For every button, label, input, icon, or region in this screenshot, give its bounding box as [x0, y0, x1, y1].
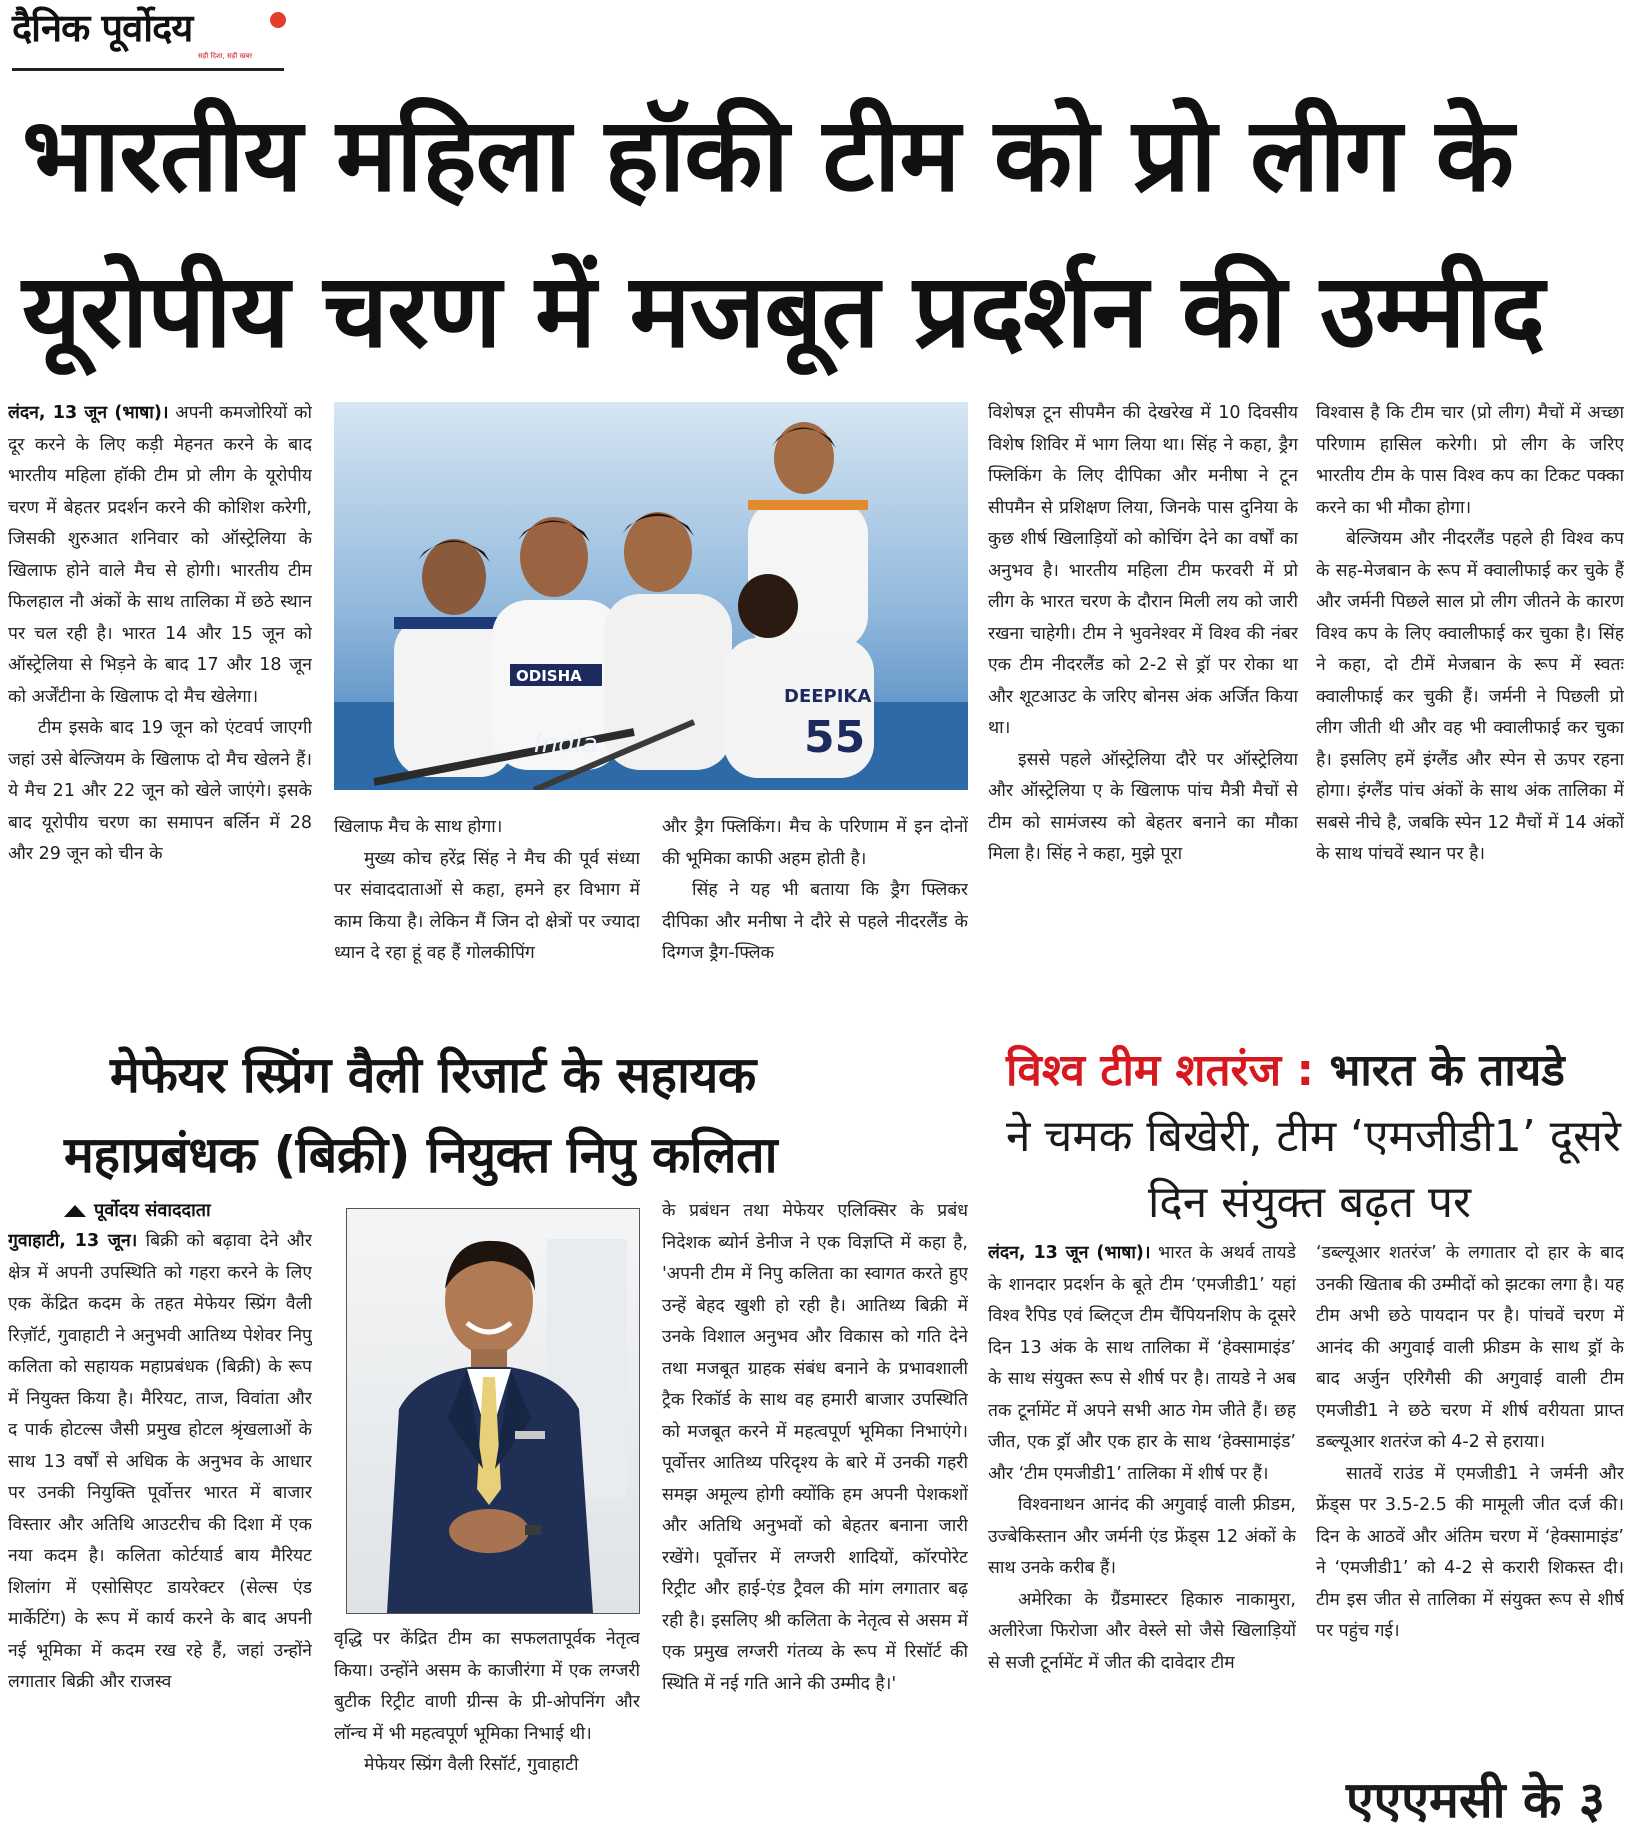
masthead-tagline: सही दिशा, सही खबर: [198, 52, 253, 60]
next-story-teaser: एएएमसी के ३: [1346, 1771, 1605, 1824]
main-headline-line1: भारतीय महिला हॉकी टीम को प्रो लीग के: [22, 96, 1513, 215]
story3-headline-kicker: विश्व टीम शतरंज :: [1006, 1045, 1315, 1096]
jersey-number-text: 55: [804, 712, 866, 763]
masthead-title: दैनिक पूर्वोदय: [12, 6, 193, 50]
story3-paragraph: [988, 1238, 1296, 1490]
main-story-paragraph: इससे पहले ऑस्ट्रेलिया दौरे पर ऑस्ट्रेलिया और ऑस्ट्रेलिया ए के खिलाफ पांच मैत्री मैचों से टीम को सामंजस्य को बेहतर बनाने का मौका मिला है। सिंह ने कहा, मुझे पूरा: [988, 749, 1298, 864]
story2-headline-line1: मेफेयर स्प्रिंग वैली रिजार्ट के सहायक: [110, 1046, 756, 1104]
story3-paragraph: विश्वनाथन आनंद की अगुवाई वाली फ्रीडम, उज्बेकिस्तान और जर्मनी एंड फ्रेंड्स 12 अंकों के साथ उनके करीब हैं।: [988, 1495, 1296, 1578]
story3-dateline: लंदन, 13 जून (भाषा)।: [988, 1243, 1151, 1263]
story3-headline-line1: [1006, 1042, 1565, 1100]
story2-byline-text: पूर्वोदय संवाददाता: [94, 1200, 211, 1221]
main-story-column-2: [334, 812, 640, 1002]
story3-headline-line3: दिन संयुक्त बढ़त पर: [1148, 1177, 1472, 1228]
story3-paragraph: अमेरिका के ग्रैंडमास्टर हिकारु नाकामुरा, अलीरेजा फिरोजा और वेस्ले सो जैसे खिलाड़ियों से सजी टूर्नामेंट में जीत की दावेदार टीम: [988, 1589, 1296, 1673]
main-story-paragraph: और ड्रैग फ्लिकिंग। मैच के परिणाम में इन दोनों की भूमिका काफी अहम होती है।: [662, 817, 968, 869]
masthead-logo-dot-icon: [270, 12, 286, 28]
main-story-paragraph: खिलाफ मैच के साथ होगा।: [334, 817, 503, 837]
story2-paragraph: के प्रबंधन तथा मेफेयर एलिक्सिर के प्रबंध निदेशक ब्योर्न डेनीज ने एक विज्ञप्ति में कहा है, 'अपनी टीम में निपु कलिता का स्वागत करते हुए उन्हें बेहद खुशी हो रही है। आतिथ्य बिक्री में उनके विशाल अनुभव और विकास को गति देने तथा मजबूत ग्राहक संबंध बनाने के प्रभावशाली ट्रैक रिकॉर्ड के साथ वह हमारी बाजार उपस्थिति को मजबूत करने में महत्वपूर्ण भूमिका निभाएंगे। पूर्वोत्तर आतिथ्य परिदृश्य के बारे में उनकी गहरी समझ अमूल्य होगी क्योंकि हम अपनी पेशकशों और अतिथि अनुभवों को बेहतर बनाना जारी रखेंगे। पूर्वोत्तर में लग्जरी शादियों, कॉरपोरेट रिट्रीट और हाई-एंड ट्रैवल की मांग लगातार बढ़ रही है। इसलिए श्री कलिता के नेतृत्व से असम में एक प्रमुख लग्जरी गंतव्य के रूप में रिसॉर्ट की स्थिति में नई गति आने की उम्मीद है।': [662, 1201, 968, 1694]
story2-dateline: गुवाहाटी, 13 जून।: [8, 1231, 138, 1251]
story3-paragraph: ‘डब्ल्यूआर शतरंज’ के लगातार दो हार के बाद उनकी खिताब की उम्मीदों को झटका लगा है। यह टीम अभी छठे पायदान पर है। पांचवें चरण में आनंद की अगुवाई वाली फ्रीडम के साथ ड्रॉ के बाद अर्जुन एरिगैसी की अगुवाई वाली टीम एमजीडी1 ने छठे चरण में शीर्ष वरीयता प्राप्त डब्ल्यूआर शतरंज को 4-2 से हराया।: [1316, 1243, 1624, 1452]
story3-headline-line2: ने चमक बिखेरी, टीम ‘एमजीडी1’ दूसरे: [1006, 1111, 1621, 1162]
main-story-dateline: लंदन, 13 जून (भाषा)।: [8, 403, 169, 423]
hockey-team-photo: [334, 402, 968, 790]
byline-triangle-icon: [64, 1205, 86, 1217]
jersey-logo-text: ODISHA: [516, 667, 582, 685]
story2-text: बिक्री को बढ़ावा देने और क्षेत्र में अपनी उपस्थिति को गहरा करने के लिए एक केंद्रित कदम के तहत मेफेयर स्प्रिंग वैली रिज़ॉर्ट, गुवाहाटी ने अनुभवी आतिथ्य पेशेवर निपु कलिता को सहायक महाप्रबंधक (बिक्री) के रूप में नियुक्त किया है। मैरियट, ताज, विवांता और द पार्क होटल्स जैसी प्रमुख होटल श्रृंखलाओं के साथ 13 वर्षों से अधिक के अनुभव के आधार पर उनकी नियुक्ति पूर्वोत्तर भारत में बाजार विस्तार और अतिथि आउटरीच की दिशा में एक नया कदम है। कलिता कोर्टयार्ड बाय मैरियट शिलांग में एसोसिएट डायरेक्टर (सेल्स एंड मार्केटिंग) के रूप में कार्य करने के बाद अपनी नई भूमिका में कदम रख रहे हैं, जहां उन्होंने लगातार बिक्री और राजस्व: [8, 1231, 312, 1692]
main-story-paragraph: विश्वास है कि टीम चार (प्रो लीग) मैचों में अच्छा परिणाम हासिल करेगी। प्रो लीग के जरिए भारतीय टीम के पास विश्व कप का टिकट पक्का करने का भी मौका होगा।: [1316, 403, 1624, 518]
story2-paragraph: [8, 1226, 312, 1699]
story3-column-1: [988, 1238, 1296, 1816]
jersey-name-text: DEEPIKA: [784, 686, 872, 707]
main-story-column-5: [1316, 398, 1624, 1002]
main-story-column-3: [662, 812, 968, 1002]
story3-paragraph: सातवें राउंड में एमजीडी1 ने जर्मनी और फ्रेंड्स पर 3.5-2.5 की मामूली जीत दर्ज की। दिन के आठवें और अंतिम चरण में ‘हेक्सामाइंड’ ने ‘एमजीडी1’ को 4-2 से करारी शिकस्त दी। टीम इस जीत से तालिका में संयुक्त रूप से शीर्ष पर पहुंच गई।: [1316, 1463, 1624, 1641]
story2-paragraph: मेफेयर स्प्रिंग वैली रिसॉर्ट, गुवाहाटी: [364, 1755, 579, 1775]
story3-text: भारत के अथर्व तायडे के शानदार प्रदर्शन के बूते टीम ‘एमजीडी1’ यहां विश्व रैपिड एवं ब्लिट्ज टीम चैंपियनशिप के दूसरे दिन 13 अंक के साथ तालिका में ‘हेक्सामाइंड’ के साथ संयुक्त रूप से शीर्ष पर है। तायडे ने अब तक टूर्नामेंट में अपने सभी आठ गेम जीते हैं। छह जीत, एक ड्रॉ और एक हार के साथ ‘हेक्सामाइंड’ और ‘टीम एमजीडी1’ तालिका में शीर्ष पर हैं।: [988, 1243, 1296, 1484]
portrait-photo-graphic: [347, 1209, 639, 1613]
main-headline-line2: यूरोपीय चरण में मजबूत प्रदर्शन की उम्मीद: [22, 252, 1545, 371]
main-story-paragraph: टीम इसके बाद 19 जून को एंटवर्प जाएगी जहां उसे बेल्जियम के खिलाफ दो मैच खेलने हैं। ये मैच 21 और 22 जून को खेले जाएंगे। इसके बाद यूरोपीय चरण का समापन बर्लिन में 28 और 29 जून को चीन के: [8, 718, 312, 864]
story2-column-3: [662, 1196, 968, 1816]
story3-column-2: [1316, 1238, 1624, 1706]
board-sponsor-text: India: [534, 729, 598, 759]
portrait-photo: [346, 1208, 640, 1614]
main-story-paragraph: मुख्य कोच हरेंद्र सिंह ने मैच की पूर्व संध्या पर संवाददाताओं से कहा, हमने हर विभाग में काम किया है। लेकिन मैं जिन दो क्षेत्रों पर ज्यादा ध्यान दे रहा हूं वह हैं गोलकीपिंग: [334, 848, 640, 963]
main-story-paragraph: सिंह ने यह भी बताया कि ड्रैग फ्लिकर दीपिका और मनीषा ने दौरे से पहले नीदरलैंड के दिग्गज ड्रैग-फ्लिक: [662, 880, 968, 963]
hockey-team-photo-graphic: [334, 402, 968, 790]
story2-column-1: [8, 1226, 312, 1816]
main-story-column-4: [988, 398, 1298, 1002]
story2-column-2: [334, 1624, 640, 1816]
masthead-rule: [12, 68, 284, 71]
story3-headline-line1-rest: भारत के तायडे: [1329, 1045, 1565, 1096]
story2-paragraph: वृद्धि पर केंद्रित टीम का सफलतापूर्वक नेतृत्व किया। उन्होंने असम के काजीरंगा में एक लग्जरी बुटीक रिट्रीट वाणी ग्रीन्स के प्री-ओपनिंग और लॉन्च में भी महत्वपूर्ण भूमिका निभाई थी।: [334, 1629, 640, 1744]
story2-byline: [64, 1198, 211, 1222]
story2-headline-line2: महाप्रबंधक (बिक्री) नियुक्त निपु कलिता: [64, 1126, 778, 1184]
main-story-paragraph: बेल्जियम और नीदरलैंड पहले ही विश्व कप के सह-मेजबान के रूप में क्वालीफाई कर चुके हैं और जर्मनी पिछले साल प्रो लीग जीतने के कारण विश्व कप के लिए क्वालीफाई कर चुका है। सिंह ने कहा, दो टीमें मेजबान के रूप में स्वतः क्वालीफाई कर चुकी हैं। जर्मनी ने पिछली प्रो लीग जीती थी और वह भी क्वालीफाई कर चुका है। इसलिए हमें इंग्लैंड और स्पेन से ऊपर रहना होगा। इंग्लैंड पांच अंकों के साथ अंक तालिका में सबसे नीचे है, जबकि स्पेन 12 मैचों में 14 अंकों के साथ पांचवें स्थान पर है।: [1316, 529, 1624, 864]
main-story-column-1: [8, 398, 312, 1002]
main-story-paragraph: [8, 398, 312, 713]
main-story-paragraph: विशेषज्ञ टून सीपमैन की देखरेख में 10 दिवसीय विशेष शिविर में भाग लिया था। सिंह ने कहा, ड्रैग फ्लिकिंग के लिए दीपिका और मनीषा ने टून सीपमैन से प्रशिक्षण लिया, जिनके पास दुनिया के कुछ शीर्ष खिलाड़ियों को कोचिंग देने का वर्षों का अनुभव है। भारतीय महिला टीम फरवरी में प्रो लीग के भारत चरण के दौरान मिली लय को जारी रखना चाहेगी। टीम ने भुवनेश्वर में विश्व की नंबर एक टीम नीदरलैंड को 2-2 से ड्रॉ पर रोका था और शूटआउट के जरिए बोनस अंक अर्जित किया था।: [988, 403, 1298, 738]
masthead: [12, 8, 284, 72]
main-story-text: अपनी कमजोरियों को दूर करने के लिए कड़ी मेहनत करने के बाद भारतीय महिला हॉकी टीम प्रो लीग के यूरोपीय चरण में बेहतर प्रदर्शन करने की कोशिश करेगी, जिसकी शुरुआत शनिवार को ऑस्ट्रेलिया के खिलाफ होने वाले मैच से होगी। भारतीय टीम फिलहाल नौ अंकों के साथ तालिका में छठे स्थान पर चल रही है। भारत 14 और 15 जून को ऑस्ट्रेलिया से भिड़ने के बाद 17 और 18 जून को अर्जेंटीना के खिलाफ दो मैच खेलेगा।: [8, 403, 312, 707]
